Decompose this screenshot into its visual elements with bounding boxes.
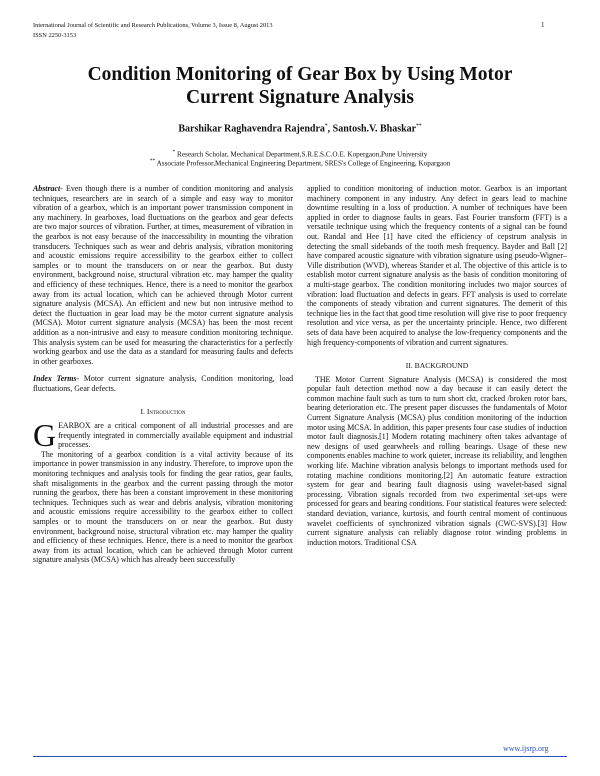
abstract-label: Abstract xyxy=(33,184,61,193)
paper-title xyxy=(40,63,560,109)
section-2-heading xyxy=(307,361,567,371)
section-2-title: BACKGROUND xyxy=(414,361,469,371)
footer-url[interactable]: www.ijsrp.org xyxy=(503,744,549,753)
abstract-text: - Even though there is a number of condition monitoring and analysis techniques, researchers are in search of a simple and easy way to monitor vibration of a gearbox, which is an important power transmission component in any machinery. In gearboxes, load fluctuations on the gearbox and gear defects are two major sources of vibration. Further, at times, measurement of vibration in the gearbox is not easy because of the inaccessibility in mounting the vibration transducers. Techniques such as wear and debris analysis, vibration monitoring and acoustic emissions require accessibility to the gearbox either to collect samples or to mount the transducers on or near the gearbox. But dusty environment, background noise, structural vibration etc. may hamper the quality and efficiency of these techniques. Hence, there is a need to monitor the gearbox away from its actual location, which can be achieved through Motor current signature analysis (MCSA). An efficient and new but non intrusive method to detect the fluctuation in gear load may be the motor current signature analysis (MCSA). Motor current signature analysis (MCSA) has been the most recent addition as a non-intrusive and easy to measure condition monitoring technique. This analysis system can be used for measuring the characteristics for a perfectly working gearbox and use the data as a standard for measuring faults and defects in other gearboxes. xyxy=(33,184,293,366)
section-1-number: I. xyxy=(140,407,145,417)
title-line-1: Condition Monitoring of Gear Box by Using Motor xyxy=(87,64,513,85)
author-1: Barshikar Raghavendra Rajendra xyxy=(178,123,325,135)
journal-header xyxy=(33,21,273,41)
author-2-mark: ** xyxy=(416,123,422,129)
authors xyxy=(0,123,600,134)
affiliation-2-text: Associate Professor,Mechanical Engineering Department, SRES's College of Engineering, Kopargaon xyxy=(155,159,451,168)
author-separator: , xyxy=(327,123,333,135)
drop-cap: G xyxy=(33,417,57,454)
section-1-title: Introduction xyxy=(146,407,186,417)
right-paragraph-1: applied to condition monitoring of induction motor. Gearbox is an important machinery component in any industry. Any defect in gears lead to machine downtime resulting in a loss of production. A number of techniques have been applied in order to diagnose faults in gears. Fast Fourier transform (FFT) is a versatile technique using which the frequency contents of a signal can be found out. Randal and Hee [1] have cited the efficiency of cepstrum analysis in detecting the small sidebands of the tooth mesh frequency. Bayder and Ball [2] have compared acoustic signature with vibration signature using pseudo-Wigner–Ville distribution (WVD), whereas Stander et al. The objective of this article is to establish motor current signature analysis as the basis of condition monitoring of a multi-stage gearbox. The condition monitoring includes two major sources of vibration: load fluctuation and defects in gears. FFT analysis is used to correlate the components of steady vibration and current signatures. The demerit of this technique lies in the fact that good time resolution will give rise to poor frequency resolution and vice versa, as per the uncertainty principle. Hence, two different sets of data have been acquired to analyse the low-frequency components and the high frequency-components of vibration and current signatures. xyxy=(307,184,567,347)
index-terms-text: - Motor current signature analysis, Condition monitoring, load fluctuations, Gear defects. xyxy=(33,374,294,393)
section-1-heading xyxy=(33,407,293,417)
intro-paragraph-1 xyxy=(33,417,293,454)
abstract xyxy=(33,184,293,366)
journal-name: International Journal of Scientific and Research Publications, Volume 3, Issue 8, August 2013 xyxy=(33,22,273,29)
affiliation-1-mark: * xyxy=(172,149,176,155)
index-terms xyxy=(33,374,293,393)
page-number: 1 xyxy=(541,21,545,29)
author-2: Santosh.V. Bhaskar xyxy=(332,123,417,135)
index-terms-label: Index Terms xyxy=(33,374,77,384)
footer-divider xyxy=(33,756,567,757)
left-column xyxy=(33,184,293,565)
intro-paragraph-2: The monitoring of a gearbox condition is a vital activity because of its importance in power transmission in any industry. Therefore, to improve upon the monitoring techniques and analysis tools for finding the gear ratios, gear faults, shaft misalignments in the gearbox and the current passing through the motor running the gearbox, there has been a constant improvement in these monitoring techniques. Techniques such as wear and debris analysis, vibration monitoring and acoustic emissions require accessibility to the gearbox either to collect samples or to mount the transducers on or near the gearbox. But dusty environment, background noise, structural vibration etc. may hamper the quality and efficiency of these techniques. Hence, there is a need to monitor the gearbox away from its actual location, which can be achieved through Motor current signature analysis (MCSA) which has already been successfully xyxy=(33,449,293,565)
affiliation-1 xyxy=(0,149,600,158)
author-1-mark: * xyxy=(324,123,328,129)
title-line-2: Current Signature Analysis xyxy=(186,87,414,108)
right-column xyxy=(307,184,567,547)
intro-p1-text: EARBOX are a critical component of all industrial processes and are frequently integrated in commercially available equipment and industrial processes. xyxy=(58,421,293,450)
affiliation-1-text: Research Scholar, Mechanical Department,S.R.E.S.C.O.E. Kopergaon,Pune University xyxy=(175,150,428,159)
issn: ISSN 2250-3153 xyxy=(33,32,77,39)
affiliation-2-mark: ** xyxy=(149,158,156,164)
background-paragraph: THE Motor Current Signature Analysis (MCSA) is considered the most popular fault detection method now a day because it can easily detect the common machine fault such as turn to turn short ckt, cracked /broken rotor bars, bearing deterioration etc. The present paper discusses the fundamentals of Motor Current Signature Analysis (MCSA) plus condition monitoring of the induction motor using MCSA. In addition, this paper presents four case studies of induction motor fault diagnosis.[1] Modern rotating machinery often takes advantage of new designs of used gearwheels and rolling bearings. Usage of these new components enables machine to work quieter, increase its reliability, and lengthen working life. Machine vibration analysis belongs to important methods used for rotating machine conditions monitoring.[2] An automatic feature extraction system for gear and bearing fault diagnosis using wavelet-based signal processing. Vibration signals recorded from two experimental set-ups were processed for gears and bearing conditions. Four statistical features were selected: standard deviation, variance, kurtosis, and fourth central moment of continuous wavelet coefficients of synchronized vibration signals (CWC-SVS).[3] How current signature analysis can reliably diagnose rotor winding problems in induction motors. Traditional CSA xyxy=(307,374,567,547)
section-2-number: II. xyxy=(405,361,413,371)
affiliation-2 xyxy=(0,158,600,167)
